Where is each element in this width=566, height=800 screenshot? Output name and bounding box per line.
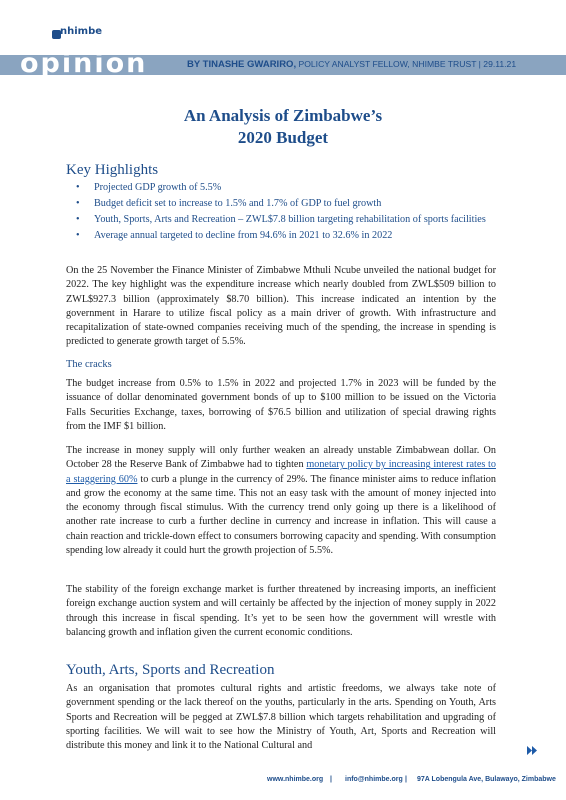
footer-email[interactable]: info@nhimbe.org	[345, 776, 403, 783]
youth-arts-heading: Youth, Arts, Sports and Recreation	[66, 662, 275, 678]
cracks-heading: The cracks	[66, 359, 112, 370]
paragraph-youth: As an organisation that promotes cultural rights and artistic freedoms, we always take note of government spending or the lack thereof on the youths, particularly in the arts. Spending on Youth, Arts Sports and Recreation will be pegged at ZWL$7.8 billion which targets rehabilitation and upgrading of sporting facilities. We will wait to see how the Ministry of Youth, Art, Sports and Recreation will distribute this money and link it to the National Cultural and	[66, 683, 496, 752]
paragraph-forex: The stability of the foreign exchange market is further threatened by increasing imports, an inefficient foreign exchange auction system and will certainly be affected by the injection of money supply in 2022 through this increase in fiscal spending. It’s yet to be seen how the government will wrestle with balancing growth and inflation given the current economic conditions.	[66, 584, 496, 638]
page-title-line-2: 2020 Budget	[237, 128, 329, 147]
banner-word: opinion	[20, 48, 148, 79]
logo-text-bottom: trust	[62, 36, 91, 49]
highlight-item: • Budget deficit set to increase to 1.5% and 1.7% of GDP to fuel growth	[66, 197, 506, 211]
nhimbe-trust-logo	[52, 26, 104, 54]
paragraph-text: The increase in money supply will only further weaken an already unstable Zimbabwean dollar. On October 28 the Reserve Bank of Zimbabwe had to tighten	[66, 445, 496, 471]
footer-separator: |	[405, 776, 407, 783]
paragraph-text: to curb a plunge in the currency of 29%. The finance minister aims to reduce inflation and grow the economy at the same time. This not an easy task with the amount of money injected into the economy through fiscal stimulus. With the currency trend only going up there is a likelihood of another rate increase to curb a further decline in currency and increase in inflation. This will cause a chain reaction and trickle-down effect to consumers borrowing capacity and spending. With consumption spending low already it could hurt the growth projection of 5.5%.	[66, 473, 496, 557]
byline	[187, 58, 516, 71]
double-chevron-right-icon[interactable]	[526, 745, 539, 756]
footer-website[interactable]: www.nhimbe.org	[267, 776, 324, 783]
footer-address: 97A Lobengula Ave, Bulawayo, Zimbabwe	[417, 776, 556, 783]
byline-role-date: POLICY ANALYST FELLOW, NHIMBE TRUST | 29.11.21	[298, 59, 517, 69]
page-title-line-1: An Analysis of Zimbabwe’s	[183, 106, 383, 125]
key-highlights-list	[66, 181, 506, 245]
paragraph-intro: On the 25 November the Finance Minister of Zimbabwe Mthuli Ncube unveiled the national budget for 2022. The key highlight was the expenditure increase which nearly doubled from ZWL$509 billion to ZWL$927.3 billion (approximately $8.70 billion). This increase indicated an intention by the government in Harare to utilize fiscal policy as a main driver of growth. With infrastructure and recapitalization of state-owned companies receiving much of the spending, the increase in spending is predicted to generate growth target of 5.5%.	[66, 265, 496, 348]
highlight-item: • Youth, Sports, Arts and Recreation – ZWL$7.8 billion targeting rehabilitation of sports facilities	[66, 213, 506, 227]
highlight-item: • Projected GDP growth of 5.5%	[66, 181, 506, 195]
paragraph-money-supply	[66, 444, 496, 558]
monetary-policy-link[interactable]: monetary policy by increasing interest rates to a staggering 60%	[66, 459, 496, 485]
byline-author: BY TINASHE GWARIRO,	[187, 59, 297, 70]
highlight-item: • Average annual targeted to decline from 94.6% in 2021 to 32.6% in 2022	[66, 229, 506, 243]
footer-separator: |	[330, 776, 332, 783]
logo-text-top: nhimbe	[60, 26, 103, 37]
paragraph-funding: The budget increase from 0.5% to 1.5% in 2022 and projected 1.7% in 2023 will be funded by the issuance of dollar denominated government bonds of up to $100 million to be issued on the Victoria Falls Securities Exchange, taxes, borrowing of $76.5 billion and utilization of special drawing rights from the IMF $1 billion.	[66, 378, 496, 432]
key-highlights-heading: Key Highlights	[66, 162, 159, 178]
